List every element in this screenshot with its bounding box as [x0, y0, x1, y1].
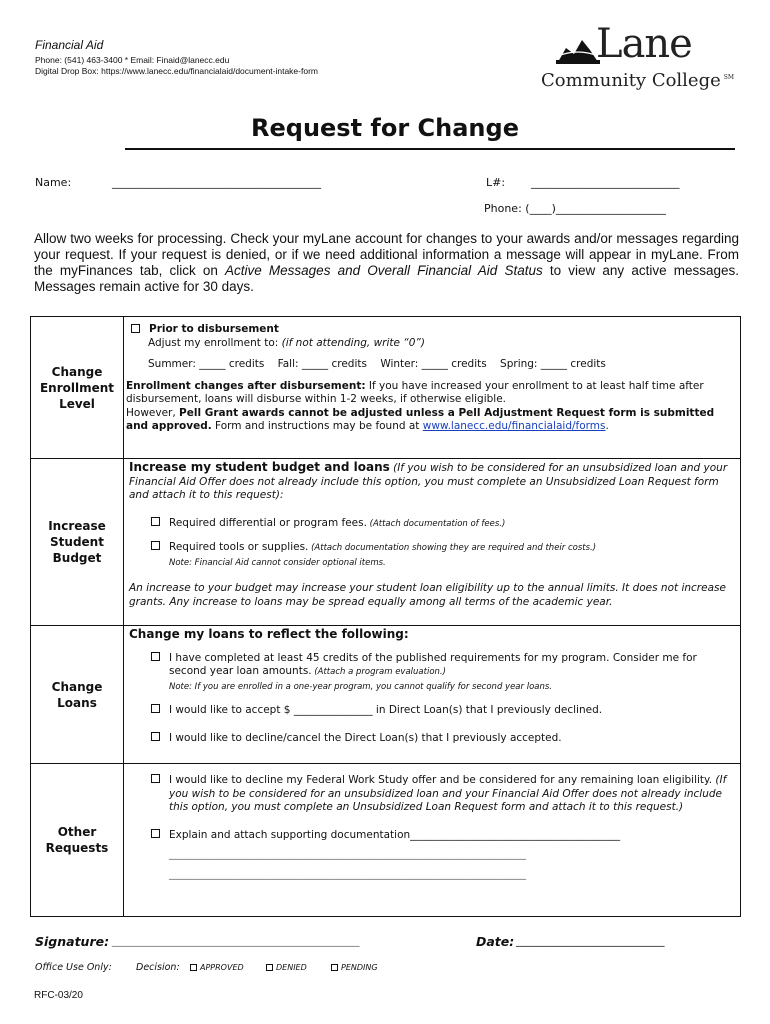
- adjust-note: (if not attending, write “0”): [281, 336, 425, 349]
- tools-supplies-text: Required tools or supplies. (Attach documentation showing they are required and their costs.) Note: Financial Aid cannot consider optional items.: [169, 541, 597, 568]
- approved-option[interactable]: APPROVED: [190, 962, 244, 973]
- page-title: Request for Change: [251, 114, 519, 142]
- signature-label: Signature:: [35, 934, 110, 949]
- section-label-budget: Increase Student Budget: [31, 459, 124, 626]
- section-label-loans: Change Loans: [31, 626, 124, 764]
- explain-checkbox[interactable]: [151, 829, 160, 838]
- college-logo-icon: [556, 34, 600, 64]
- instructions-paragraph: Allow two weeks for processing. Check your myLane account for changes to your awards and/or messages regarding your request. If your request is denied, or if we need additional information a message will appear in myLane. From the myFinances tab, click on Active Messages and Overall Financial Aid Status to view any active messages. Messages remain active for 30 days.: [34, 231, 739, 294]
- budget-heading: Increase my student budget and loans (If you wish to be considered for an unsubsidized loan and your Financial Aid Offer does not already include this option, you must complete an Unsubsidized Loan Request form and attach it to this request):: [129, 460, 728, 501]
- decline-work-study-text: I would like to decline my Federal Work Study offer and be considered for any remaining loan eligibility. (If you wish to be considered for an unsubsidized loan and your Financial Aid Offer does not already include this option, you must complete an Unsubsidized Loan Request form and attach it to this request.): [169, 774, 727, 813]
- section-budget: [31, 459, 741, 626]
- differential-fees-checkbox[interactable]: [151, 517, 160, 526]
- phone-field[interactable]: Phone: (____)____________________: [484, 202, 666, 215]
- decline-loans-text: I would like to decline/cancel the Direct Loan(s) that I previously accepted.: [169, 731, 562, 744]
- form-code: RFC-03/20: [34, 990, 83, 1001]
- title-divider: [125, 148, 735, 150]
- forms-link[interactable]: www.lanecc.edu/financialaid/forms: [422, 420, 606, 432]
- loans-heading: Change my loans to reflect the following:: [129, 627, 409, 641]
- tools-supplies-checkbox[interactable]: [151, 541, 160, 550]
- signature-field[interactable]: _____________________________________________: [112, 934, 360, 947]
- budget-footnote: An increase to your budget may increase your student loan eligibility up to the annual limits. It does not increase grants. Any increase to loans may be spread equally among all terms of the academic year.: [129, 582, 726, 608]
- department-name: Financial Aid: [35, 38, 104, 52]
- section-other: [31, 764, 741, 917]
- accept-loans-text: I would like to accept $ _______________ in Direct Loan(s) that I previously declined.: [169, 704, 603, 716]
- prior-disbursement-checkbox[interactable]: [131, 324, 140, 333]
- logo-subtitle: Community College ℠: [541, 70, 735, 91]
- name-label: Name:: [35, 176, 72, 189]
- lnum-field[interactable]: ___________________________: [531, 176, 680, 189]
- section-enrollment: [31, 317, 741, 459]
- office-use-label: Office Use Only:: [35, 962, 112, 973]
- dropbox-line: Digital Drop Box: https://www.lanecc.edu/financialaid/document-intake-form: [35, 66, 318, 76]
- contact-line: Phone: (541) 463-3400 * Email: Finaid@lanecc.edu: [35, 55, 230, 65]
- name-field[interactable]: ______________________________________: [112, 176, 321, 189]
- pending-checkbox[interactable]: [331, 964, 338, 971]
- date-field[interactable]: ___________________________: [516, 934, 665, 947]
- explain-line-1[interactable]: ____________________________________________________________________: [169, 848, 526, 860]
- prior-disbursement-title: Prior to disbursement: [149, 323, 279, 335]
- second-year-loans-text: I have completed at least 45 credits of the published requirements for my program. Consider me for second year loan amounts. (Attach a program evaluation.) Note: If you are enrolled in a one-year program, you cannot qualify for second year loans.: [169, 651, 697, 692]
- lnum-label: L#:: [486, 176, 506, 189]
- explain-text: Explain and attach supporting documentation________________________________________: [169, 828, 621, 841]
- differential-fees-text: Required differential or program fees. (Attach documentation of fees.): [169, 516, 506, 529]
- section-label-enrollment: Change Enrollment Level: [31, 317, 124, 459]
- section-label-other: Other Requests: [31, 764, 124, 917]
- decline-loans-checkbox[interactable]: [151, 732, 160, 741]
- decision-label: Decision:: [136, 962, 180, 973]
- accept-loans-checkbox[interactable]: [151, 704, 160, 713]
- after-disbursement-text: Enrollment changes after disbursement: If you have increased your enrollment to at least half time after disbursement, loans will disburse within 1-2 weeks, if otherwise eligible. However, Pell Grant awards cannot be adjusted unless a Pell Adjustment Request form is submitted and approved. Form and instructions may be found at www.lanecc.edu/financialaid/forms.: [126, 379, 715, 432]
- explain-line-2[interactable]: ____________________________________________________________________: [169, 867, 526, 880]
- pending-option[interactable]: PENDING: [331, 962, 378, 973]
- second-year-loans-checkbox[interactable]: [151, 652, 160, 661]
- term-credits-fields[interactable]: Summer: _____ credits Fall: _____ credits Winter: _____ credits Spring: _____ credits: [148, 358, 606, 370]
- date-label: Date:: [476, 934, 515, 949]
- logo-wordmark: Lane: [596, 21, 692, 67]
- section-loans: [31, 626, 741, 764]
- adjust-label: Adjust my enrollment to:: [148, 336, 279, 349]
- decline-work-study-checkbox[interactable]: [151, 774, 160, 783]
- approved-checkbox[interactable]: [190, 964, 197, 971]
- denied-option[interactable]: DENIED: [266, 962, 307, 973]
- denied-checkbox[interactable]: [266, 964, 273, 971]
- request-form-table: [30, 316, 741, 917]
